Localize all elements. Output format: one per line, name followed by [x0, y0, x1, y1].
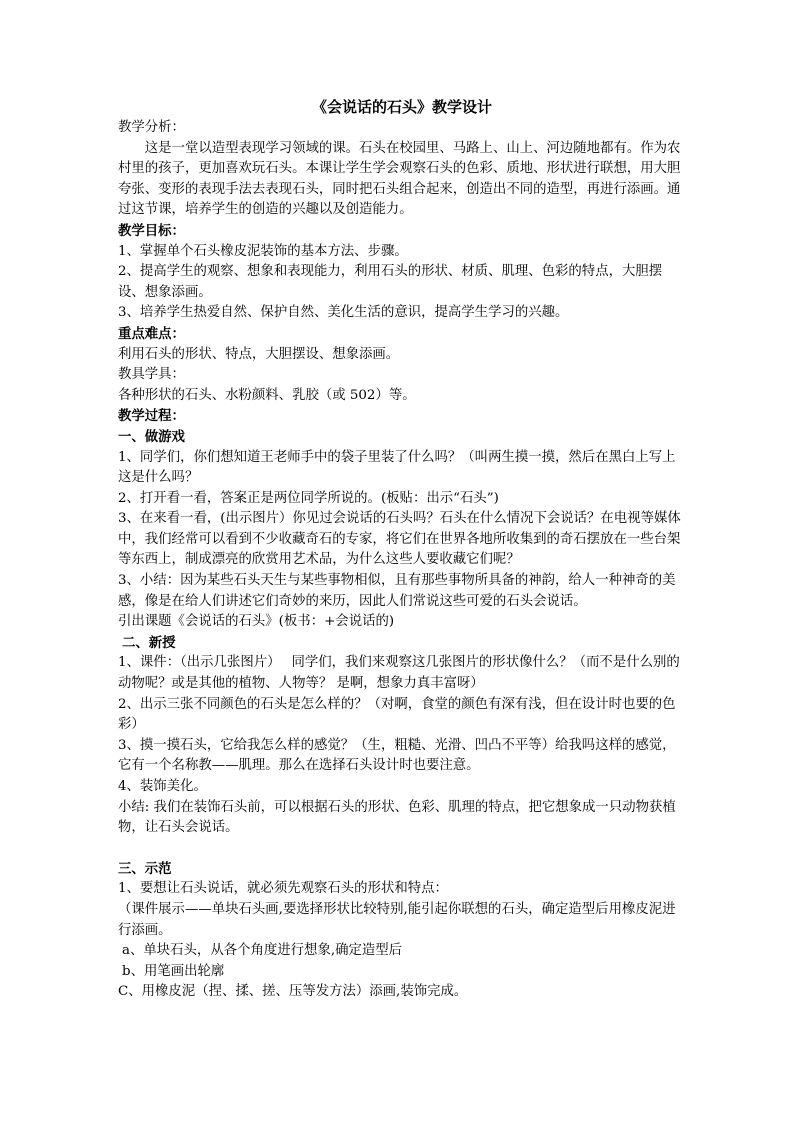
document-title: 《会说话的石头》教学设计 [311, 98, 492, 116]
section-heading: 重点难点： [118, 325, 185, 342]
paragraph: 3、小结：因为某些石头天生与某些事物相似，且有那些事物所具备的神韵，给人一种神奇的美感，像是在给人们讲述它们奇妙的来历，因此人们常说这些可爱的石头会说话。 [118, 573, 676, 609]
paragraph: 1、要想让石头说话，就必须先观察石头的形状和特点： [118, 881, 448, 897]
paragraph: 引出课题《会说话的石头》(板书：+会说话的) [118, 614, 395, 630]
paragraph: 1、同学们，你们想知道王老师手中的袋子里装了什么吗？（叫两生摸一摸，然后在黑白上写上这是什么吗？ [118, 449, 676, 486]
blank-line [118, 839, 686, 859]
paragraph: 3、摸一摸石头，它给我怎么样的感觉？（生，粗糙、光滑、凹凸不平等）给我吗这样的感觉，它有一个名称教——肌理。那么在选择石头设计时也要注意。 [118, 737, 676, 774]
section-heading: 教学目标： [118, 222, 185, 239]
paragraph: 3、培养学生热爱自然、保护自然、美化生活的意识，提高学生学习的兴趣。 [118, 305, 569, 321]
paragraph: 小结: 我们在装饰石头前，可以根据石头的形状、色彩、肌理的特点，把它想象成一只动物获植物，让石头会说话。 [118, 799, 676, 836]
section-heading: 一、做游戏 [118, 428, 185, 445]
paragraph: （课件展示——单块石头画,要选择形状比较特别,能引起你联想的石头，确定造型后用橡皮泥进行添画。 [118, 901, 676, 938]
paragraph: 4、装饰美化。 [118, 779, 207, 794]
paragraph: b、用笔画出轮廓 [122, 963, 225, 979]
paragraph: a、单块石头，从各个角度进行想象,确定造型后 [122, 943, 403, 959]
paragraph: 各种形状的石头、水粉颜料、乳胶（或 502）等。 [118, 387, 416, 403]
section-heading: 教学过程： [118, 408, 185, 425]
paragraph: 利用石头的形状、特点，大胆摆设、想象添画。 [118, 346, 400, 362]
document-page [118, 96, 686, 1003]
paragraph: 1、掌握单个石头橡皮泥装饰的基本方法、步骤。 [118, 243, 408, 259]
section-heading: 二、新授 [122, 634, 176, 651]
paragraph: 2、打开看一看，答案正是两位同学所说的。(板贴：出示“石头”) [118, 490, 499, 506]
paragraph: 1、课件：（出示几张图片） 同学们，我们来观察这几张图片的形状像什么？（而不是什么别的动物呢？或是其他的植物、人物等？ 是啊，想象力真丰富呀） [118, 655, 680, 692]
paragraph: 这是一堂以造型表现学习领域的课。石头在校园里、马路上、山上、河边随地都有。作为农村里的孩子，更加喜欢玩石头。本课让学生学会观察石头的色彩、质地、形状进行联想，用大胆夸张、变形的表现手法去表现石头，同时把石头组合起来，创造出不同的造型，再进行添画。通过这节课，培养学生的创造的兴趣以及创造能力。 [118, 140, 681, 218]
paragraph: 2、提高学生的观察、想象和表现能力，利用石头的形状、材质、肌理、色彩的特点，大胆摆设、想象添画。 [118, 264, 663, 300]
paragraph: C、用橡皮泥（捏、揉、搓、压等发方法）添画,装饰完成。 [118, 984, 468, 1000]
paragraph: 教具学具： [118, 367, 185, 383]
section-heading: 三、示范 [118, 860, 172, 877]
paragraph: 2、出示三张不同颜色的石头是怎么样的？（对啊，食堂的颜色有深有浅，但在设计时也要的色彩） [118, 696, 676, 733]
paragraph: 教学分析： [118, 120, 185, 135]
paragraph: 3、在来看一看，(出示图片）你见过会说话的石头吗？石头在什么情况下会说话？在电视等媒体中，我们经常可以看到不少收藏奇石的专家，将它们在世界各地所收集到的奇石摆放在一些台架等东西上，制成漂亮的欣赏用艺术品，为什么这些人要收藏它们呢？ [118, 511, 681, 568]
document-body [118, 118, 686, 1003]
